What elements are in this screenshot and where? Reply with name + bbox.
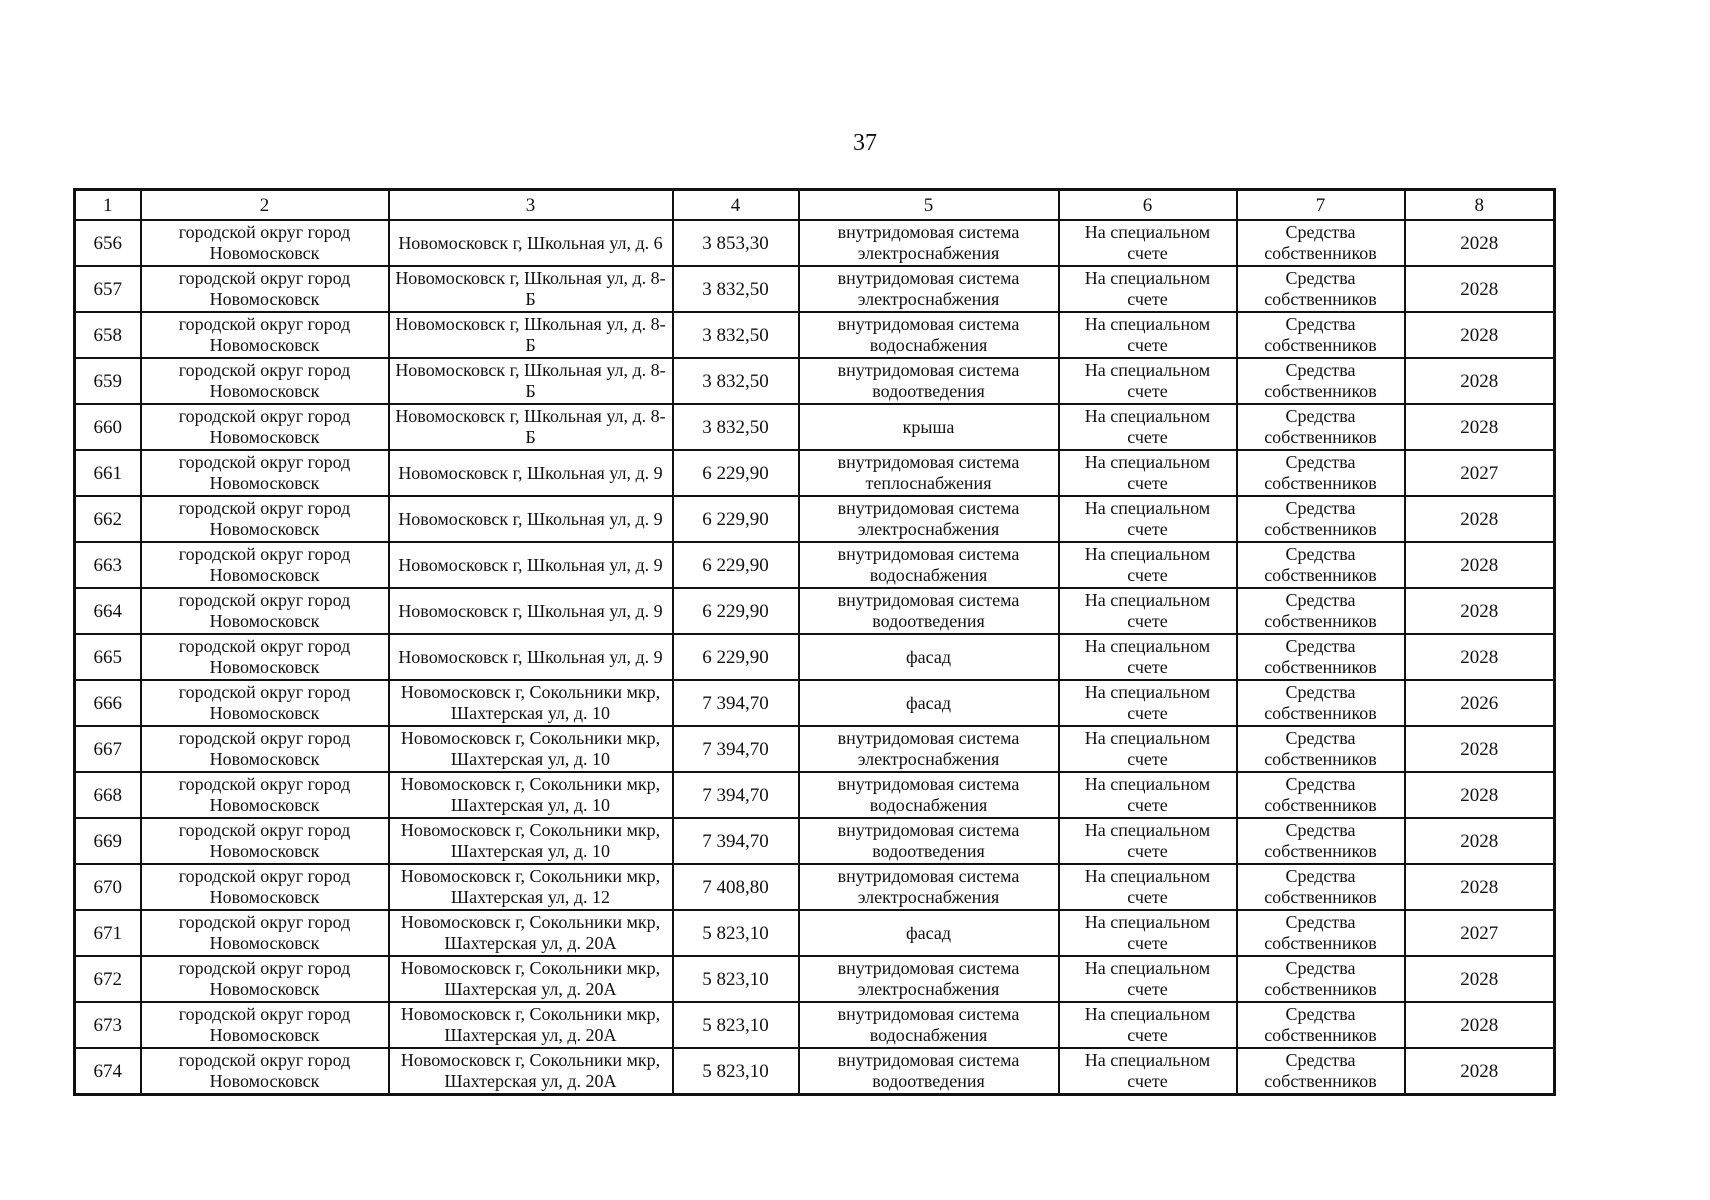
row-number-cell: 674	[75, 1048, 141, 1095]
address-cell: Новомосковск г, Школьная ул, д. 6	[389, 220, 673, 266]
fund-method-cell: На специальном счете	[1059, 910, 1237, 956]
funding-source-cell: Средства собственников	[1237, 450, 1405, 496]
area-cell: 7 394,70	[673, 818, 799, 864]
address-cell: Новомосковск г, Сокольники мкр, Шахтерская ул, д. 12	[389, 864, 673, 910]
funding-source-cell: Средства собственников	[1237, 404, 1405, 450]
row-number-cell: 658	[75, 312, 141, 358]
table-row	[75, 496, 1555, 542]
fund-method-cell: На специальном счете	[1059, 772, 1237, 818]
municipality-cell: городской округ город Новомосковск	[141, 680, 389, 726]
work-type-cell: внутридомовая система электроснабжения	[799, 864, 1059, 910]
funding-source-cell: Средства собственников	[1237, 588, 1405, 634]
fund-method-cell: На специальном счете	[1059, 542, 1237, 588]
area-cell: 7 394,70	[673, 726, 799, 772]
funding-source-cell: Средства собственников	[1237, 542, 1405, 588]
column-header-1: 1	[75, 190, 141, 221]
table-row	[75, 1048, 1555, 1095]
area-cell: 7 394,70	[673, 680, 799, 726]
fund-method-cell: На специальном счете	[1059, 312, 1237, 358]
municipality-cell: городской округ город Новомосковск	[141, 1048, 389, 1095]
address-cell: Новомосковск г, Сокольники мкр, Шахтерская ул, д. 10	[389, 772, 673, 818]
municipality-cell: городской округ город Новомосковск	[141, 220, 389, 266]
table-row	[75, 542, 1555, 588]
row-number-cell: 670	[75, 864, 141, 910]
fund-method-cell: На специальном счете	[1059, 404, 1237, 450]
funding-source-cell: Средства собственников	[1237, 358, 1405, 404]
funding-source-cell: Средства собственников	[1237, 864, 1405, 910]
address-cell: Новомосковск г, Школьная ул, д. 9	[389, 450, 673, 496]
work-type-cell: внутридомовая система водоотведения	[799, 358, 1059, 404]
table-row	[75, 818, 1555, 864]
fund-method-cell: На специальном счете	[1059, 956, 1237, 1002]
row-number-cell: 673	[75, 1002, 141, 1048]
year-cell: 2028	[1405, 956, 1555, 1002]
year-cell: 2028	[1405, 358, 1555, 404]
municipality-cell: городской округ город Новомосковск	[141, 496, 389, 542]
table-row	[75, 358, 1555, 404]
municipality-cell: городской округ город Новомосковск	[141, 772, 389, 818]
funding-source-cell: Средства собственников	[1237, 266, 1405, 312]
year-cell: 2028	[1405, 588, 1555, 634]
year-cell: 2028	[1405, 266, 1555, 312]
municipality-cell: городской округ город Новомосковск	[141, 542, 389, 588]
table-row	[75, 726, 1555, 772]
address-cell: Новомосковск г, Сокольники мкр, Шахтерская ул, д. 10	[389, 680, 673, 726]
year-cell: 2028	[1405, 1048, 1555, 1095]
row-number-cell: 657	[75, 266, 141, 312]
table-row	[75, 864, 1555, 910]
work-type-cell: крыша	[799, 404, 1059, 450]
address-cell: Новомосковск г, Сокольники мкр, Шахтерская ул, д. 10	[389, 818, 673, 864]
area-cell: 3 832,50	[673, 266, 799, 312]
address-cell: Новомосковск г, Сокольники мкр, Шахтерская ул, д. 20А	[389, 910, 673, 956]
funding-source-cell: Средства собственников	[1237, 910, 1405, 956]
year-cell: 2028	[1405, 404, 1555, 450]
municipality-cell: городской округ город Новомосковск	[141, 910, 389, 956]
funding-source-cell: Средства собственников	[1237, 220, 1405, 266]
table-row	[75, 312, 1555, 358]
municipality-cell: городской округ город Новомосковск	[141, 450, 389, 496]
fund-method-cell: На специальном счете	[1059, 634, 1237, 680]
address-cell: Новомосковск г, Школьная ул, д. 9	[389, 496, 673, 542]
fund-method-cell: На специальном счете	[1059, 266, 1237, 312]
header-row	[75, 190, 1555, 221]
area-cell: 5 823,10	[673, 1002, 799, 1048]
work-type-cell: внутридомовая система электроснабжения	[799, 220, 1059, 266]
funding-source-cell: Средства собственников	[1237, 818, 1405, 864]
municipality-cell: городской округ город Новомосковск	[141, 266, 389, 312]
work-type-cell: фасад	[799, 680, 1059, 726]
table-body	[75, 220, 1555, 1095]
funding-source-cell: Средства собственников	[1237, 634, 1405, 680]
funding-source-cell: Средства собственников	[1237, 956, 1405, 1002]
table-row	[75, 266, 1555, 312]
municipality-cell: городской округ город Новомосковск	[141, 1002, 389, 1048]
area-cell: 6 229,90	[673, 496, 799, 542]
municipality-cell: городской округ город Новомосковск	[141, 956, 389, 1002]
fund-method-cell: На специальном счете	[1059, 680, 1237, 726]
year-cell: 2028	[1405, 496, 1555, 542]
fund-method-cell: На специальном счете	[1059, 496, 1237, 542]
municipality-cell: городской округ город Новомосковск	[141, 634, 389, 680]
address-cell: Новомосковск г, Школьная ул, д. 9	[389, 542, 673, 588]
work-type-cell: внутридомовая система водоотведения	[799, 1048, 1059, 1095]
fund-method-cell: На специальном счете	[1059, 1002, 1237, 1048]
work-type-cell: внутридомовая система электроснабжения	[799, 726, 1059, 772]
row-number-cell: 671	[75, 910, 141, 956]
year-cell: 2028	[1405, 220, 1555, 266]
work-type-cell: внутридомовая система водоснабжения	[799, 1002, 1059, 1048]
area-cell: 5 823,10	[673, 910, 799, 956]
work-type-cell: фасад	[799, 634, 1059, 680]
fund-method-cell: На специальном счете	[1059, 220, 1237, 266]
address-cell: Новомосковск г, Школьная ул, д. 8-Б	[389, 358, 673, 404]
work-type-cell: внутридомовая система водоснабжения	[799, 542, 1059, 588]
funding-source-cell: Средства собственников	[1237, 312, 1405, 358]
work-type-cell: внутридомовая система электроснабжения	[799, 266, 1059, 312]
work-type-cell: внутридомовая система водоотведения	[799, 818, 1059, 864]
row-number-cell: 660	[75, 404, 141, 450]
municipality-cell: городской округ город Новомосковск	[141, 588, 389, 634]
repair-schedule-table	[73, 188, 1556, 1096]
table-row	[75, 910, 1555, 956]
municipality-cell: городской округ город Новомосковск	[141, 312, 389, 358]
work-type-cell: внутридомовая система водоотведения	[799, 588, 1059, 634]
work-type-cell: внутридомовая система водоснабжения	[799, 772, 1059, 818]
municipality-cell: городской округ город Новомосковск	[141, 404, 389, 450]
column-header-6: 6	[1059, 190, 1237, 221]
row-number-cell: 672	[75, 956, 141, 1002]
area-cell: 5 823,10	[673, 1048, 799, 1095]
table-row	[75, 772, 1555, 818]
year-cell: 2028	[1405, 1002, 1555, 1048]
area-cell: 3 832,50	[673, 404, 799, 450]
area-cell: 6 229,90	[673, 634, 799, 680]
work-type-cell: внутридомовая система электроснабжения	[799, 956, 1059, 1002]
year-cell: 2028	[1405, 864, 1555, 910]
municipality-cell: городской округ город Новомосковск	[141, 864, 389, 910]
fund-method-cell: На специальном счете	[1059, 818, 1237, 864]
column-header-7: 7	[1237, 190, 1405, 221]
column-header-4: 4	[673, 190, 799, 221]
row-number-cell: 664	[75, 588, 141, 634]
funding-source-cell: Средства собственников	[1237, 726, 1405, 772]
municipality-cell: городской округ город Новомосковск	[141, 726, 389, 772]
area-cell: 6 229,90	[673, 588, 799, 634]
year-cell: 2026	[1405, 680, 1555, 726]
row-number-cell: 668	[75, 772, 141, 818]
table-row	[75, 1002, 1555, 1048]
fund-method-cell: На специальном счете	[1059, 588, 1237, 634]
year-cell: 2028	[1405, 634, 1555, 680]
address-cell: Новомосковск г, Школьная ул, д. 9	[389, 588, 673, 634]
funding-source-cell: Средства собственников	[1237, 496, 1405, 542]
address-cell: Новомосковск г, Сокольники мкр, Шахтерская ул, д. 20А	[389, 1002, 673, 1048]
fund-method-cell: На специальном счете	[1059, 450, 1237, 496]
area-cell: 3 832,50	[673, 312, 799, 358]
table-row	[75, 680, 1555, 726]
column-header-3: 3	[389, 190, 673, 221]
column-header-5: 5	[799, 190, 1059, 221]
row-number-cell: 663	[75, 542, 141, 588]
area-cell: 6 229,90	[673, 450, 799, 496]
funding-source-cell: Средства собственников	[1237, 1048, 1405, 1095]
row-number-cell: 661	[75, 450, 141, 496]
work-type-cell: внутридомовая система теплоснабжения	[799, 450, 1059, 496]
work-type-cell: внутридомовая система водоснабжения	[799, 312, 1059, 358]
table-row	[75, 220, 1555, 266]
fund-method-cell: На специальном счете	[1059, 1048, 1237, 1095]
table-header	[75, 190, 1555, 221]
work-type-cell: фасад	[799, 910, 1059, 956]
table-row	[75, 404, 1555, 450]
municipality-cell: городской округ город Новомосковск	[141, 818, 389, 864]
year-cell: 2028	[1405, 818, 1555, 864]
area-cell: 7 394,70	[673, 772, 799, 818]
address-cell: Новомосковск г, Школьная ул, д. 8-Б	[389, 404, 673, 450]
funding-source-cell: Средства собственников	[1237, 1002, 1405, 1048]
year-cell: 2027	[1405, 910, 1555, 956]
year-cell: 2028	[1405, 542, 1555, 588]
address-cell: Новомосковск г, Сокольники мкр, Шахтерская ул, д. 20А	[389, 956, 673, 1002]
fund-method-cell: На специальном счете	[1059, 358, 1237, 404]
funding-source-cell: Средства собственников	[1237, 772, 1405, 818]
address-cell: Новомосковск г, Школьная ул, д. 8-Б	[389, 266, 673, 312]
area-cell: 5 823,10	[673, 956, 799, 1002]
page-number: 37	[853, 130, 877, 156]
address-cell: Новомосковск г, Школьная ул, д. 8-Б	[389, 312, 673, 358]
year-cell: 2028	[1405, 312, 1555, 358]
row-number-cell: 659	[75, 358, 141, 404]
municipality-cell: городской округ город Новомосковск	[141, 358, 389, 404]
table-row	[75, 450, 1555, 496]
area-cell: 3 832,50	[673, 358, 799, 404]
year-cell: 2028	[1405, 772, 1555, 818]
row-number-cell: 669	[75, 818, 141, 864]
year-cell: 2028	[1405, 726, 1555, 772]
address-cell: Новомосковск г, Школьная ул, д. 9	[389, 634, 673, 680]
row-number-cell: 666	[75, 680, 141, 726]
table-row	[75, 956, 1555, 1002]
row-number-cell: 662	[75, 496, 141, 542]
row-number-cell: 667	[75, 726, 141, 772]
funding-source-cell: Средства собственников	[1237, 680, 1405, 726]
year-cell: 2027	[1405, 450, 1555, 496]
table-row	[75, 588, 1555, 634]
column-header-8: 8	[1405, 190, 1555, 221]
row-number-cell: 656	[75, 220, 141, 266]
table-row	[75, 634, 1555, 680]
work-type-cell: внутридомовая система электроснабжения	[799, 496, 1059, 542]
address-cell: Новомосковск г, Сокольники мкр, Шахтерская ул, д. 20А	[389, 1048, 673, 1095]
area-cell: 3 853,30	[673, 220, 799, 266]
area-cell: 7 408,80	[673, 864, 799, 910]
column-header-2: 2	[141, 190, 389, 221]
fund-method-cell: На специальном счете	[1059, 864, 1237, 910]
row-number-cell: 665	[75, 634, 141, 680]
area-cell: 6 229,90	[673, 542, 799, 588]
address-cell: Новомосковск г, Сокольники мкр, Шахтерская ул, д. 10	[389, 726, 673, 772]
fund-method-cell: На специальном счете	[1059, 726, 1237, 772]
